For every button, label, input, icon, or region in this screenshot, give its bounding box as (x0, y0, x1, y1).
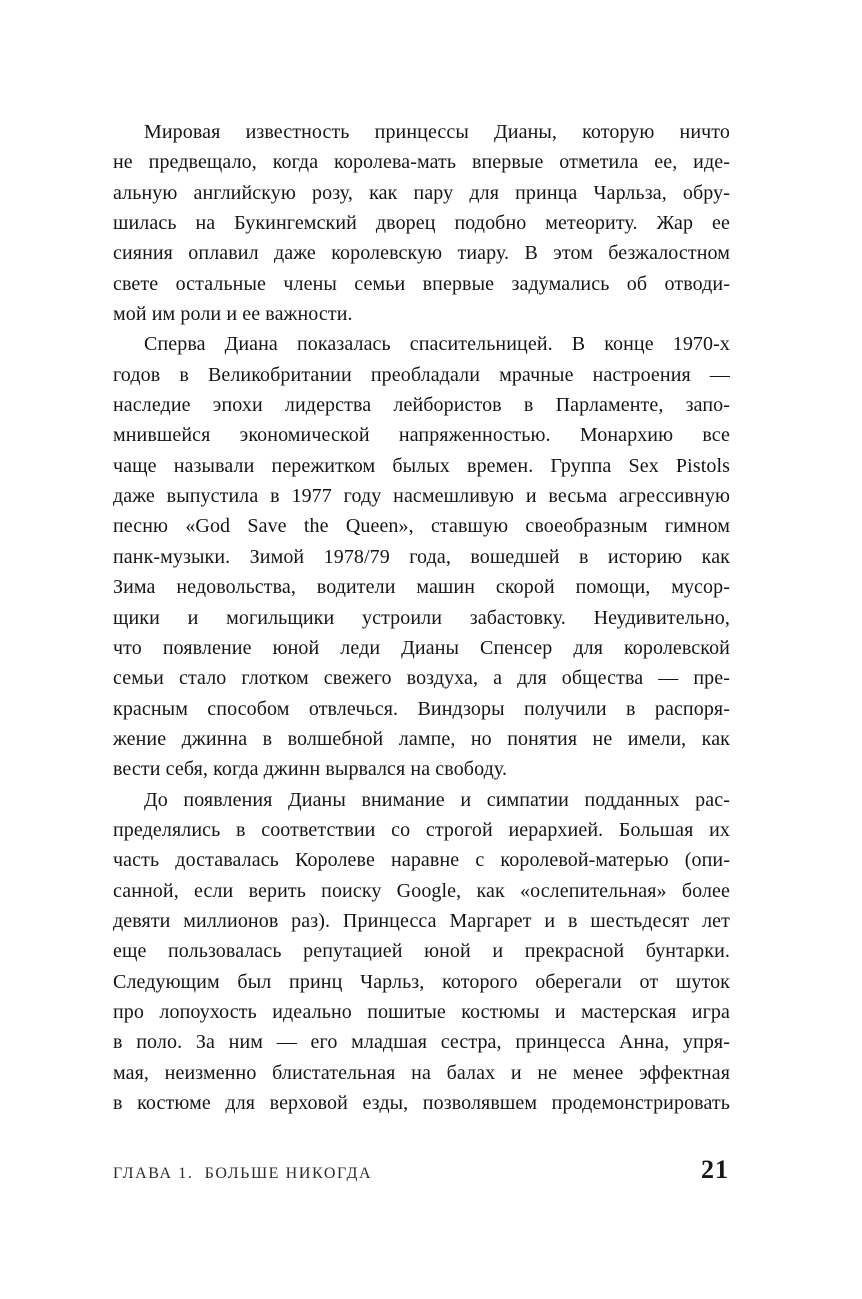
text-line: щики и могильщики устроили забастовку. Неудивительно, (113, 606, 730, 629)
running-head-chapter-label: ГЛАВА 1. БОЛЬШЕ НИКОГДА (113, 1165, 373, 1182)
text-block (113, 117, 730, 1118)
text-line: Зима недовольства, водители машин скорой помощи, мусор- (113, 576, 730, 599)
text-line: панк-музыки. Зимой 1978/79 года, вошедшей в историю как (113, 545, 730, 568)
text-line: пределялись в соответствии со строгой иерархией. Большая их (113, 818, 730, 841)
text-line: что появление юной леди Дианы Спенсер для королевской (113, 636, 730, 659)
text-line: девяти миллионов раз). Принцесса Маргарет и в шестьдесят лет (113, 909, 730, 932)
text-line: мнившейся экономической напряженностью. Монархию все (113, 424, 730, 447)
text-line: песню «God Save the Queen», ставшую своеобразным гимном (113, 515, 730, 538)
page-number: 21 (701, 1155, 729, 1184)
text-line: не предвещало, когда королева-мать впервые отметила ее, иде- (113, 151, 730, 174)
paragraph (113, 785, 730, 1119)
text-line: Следующим был принц Чарльз, которого оберегали от шуток (113, 970, 730, 993)
text-line: санной, если верить поиску Google, как «ослепительная» более (113, 879, 730, 902)
text-line: про лопоухость идеально пошитые костюмы и мастерская игра (113, 1000, 730, 1023)
text-line: в поло. За ним — его младшая сестра, принцесса Анна, упря- (113, 1031, 730, 1054)
text-line: красным способом отвлечься. Виндзоры получили в распоря- (113, 697, 730, 720)
text-line: даже выпустила в 1977 году насмешливую и весьма агрессивную (113, 485, 730, 508)
text-line: семьи стало глотком свежего воздуха, а для общества — пре- (113, 667, 730, 690)
text-line: в костюме для верховой езды, позволявшем продемонстрировать (113, 1092, 730, 1114)
text-line: свете остальные члены семьи впервые задумались об отводи- (113, 272, 730, 295)
text-line: шилась на Букингемский дворец подобно метеориту. Жар ее (113, 212, 730, 235)
text-line: сияния оплавил даже королевскую тиару. В этом безжалостном (113, 242, 730, 265)
text-line: еще пользовалась репутацией юной и прекрасной бунтарки. (113, 940, 730, 963)
text-line: Сперва Диана показалась спасительницей. В конце 1970-х (144, 333, 730, 356)
text-line: жение джинна в волшебной лампе, но понятия не имели, как (113, 727, 730, 750)
paragraph (113, 117, 730, 329)
text-line: чаще называли пережитком былых времен. Группа Sex Pistols (113, 454, 730, 477)
text-line: вести себя, когда джинн вырвался на свободу. (113, 758, 508, 781)
paragraph (113, 329, 730, 784)
text-line: До появления Дианы внимание и симпатии подданных рас- (144, 788, 730, 811)
text-line: Мировая известность принцессы Дианы, которую ничто (144, 121, 730, 143)
text-line: наследие эпохи лидерства лейбористов в Парламенте, запо- (113, 394, 730, 417)
text-line: годов в Великобритании преобладали мрачные настроения — (113, 363, 730, 386)
text-line: альную английскую розу, как пару для принца Чарльза, обру- (113, 181, 730, 204)
text-line: мая, неизменно блистательная на балах и не менее эффектная (113, 1061, 730, 1084)
text-line: мой им роли и ее важности. (113, 303, 353, 326)
page-footer (113, 1155, 729, 1185)
text-line: часть доставалась Королеве наравне с королевой-матерью (опи- (113, 849, 730, 872)
